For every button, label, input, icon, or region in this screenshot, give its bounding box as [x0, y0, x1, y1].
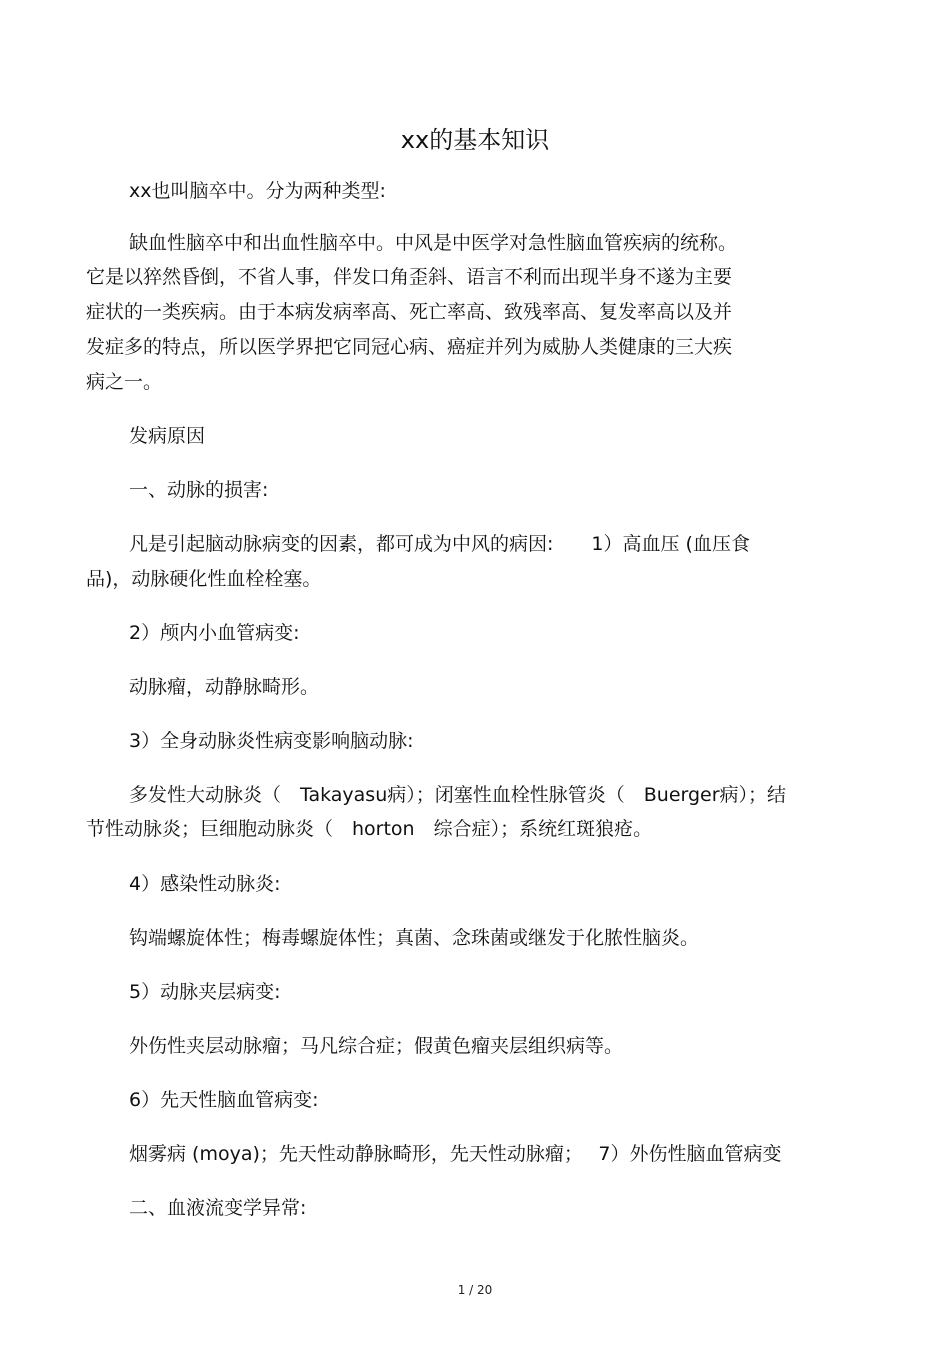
text-line: 钩端螺旋体性；梅毒螺旋体性；真菌、念珠菌或继发于化脓性脑炎。 [129, 927, 700, 949]
text-line: 多发性大动脉炎（ Takayasu病）；闭塞性血栓性脉管炎（ Buerger病）；结 [129, 784, 787, 806]
subsection-heading: 5）动脉夹层病变: [129, 981, 281, 1003]
subsection-heading: 2）颅内小血管病变: [129, 622, 300, 644]
section-heading: 一、动脉的损害: [129, 479, 269, 501]
text-line: 品)，动脉硬化性血栓栓塞。 [86, 568, 322, 590]
text-line: 节性动脉炎；巨细胞动脉炎（ horton 综合症）；系统红斑狼疮。 [86, 818, 653, 840]
subsection-heading: 3）全身动脉炎性病变影响脑动脉: [129, 730, 414, 752]
text-line: 它是以猝然昏倒，不省人事，伴发口角歪斜、语言不利而出现半身不遂为主要 [86, 266, 733, 288]
page-number: 1 / 20 [457, 1283, 493, 1297]
text-line: 动脉瘤，动静脉畸形。 [129, 676, 320, 698]
text-line: 外伤性夹层动脉瘤；马凡综合症；假黄色瘤夹层组织病等。 [129, 1035, 624, 1057]
section-heading: 发病原因 [129, 425, 206, 447]
subsection-heading: 4）感染性动脉炎: [129, 873, 281, 895]
document-title: xx的基本知识 [400, 126, 550, 154]
text-line: 缺血性脑卒中和出血性脑卒中。中风是中医学对急性脑血管疾病的统称。 [129, 232, 738, 254]
text-line: 发症多的特点，所以医学界把它同冠心病、癌症并列为威胁人类健康的三大疾 [86, 336, 733, 358]
text-line: 症状的一类疾病。由于本病发病率高、死亡率高、致残率高、复发率高以及并 [86, 301, 733, 323]
subsection-heading: 6）先天性脑血管病变: [129, 1089, 319, 1111]
text-line: 凡是引起脑动脉病变的因素，都可成为中风的病因: 1）高血压 (血压食 [129, 533, 750, 555]
text-line: 烟雾病 (moya)；先天性动静脉畸形，先天性动脉瘤； 7）外伤性脑血管病变 [129, 1143, 782, 1165]
text-line: 病之一。 [86, 371, 163, 393]
section-heading: 二、血液流变学异常: [129, 1197, 307, 1219]
text-line: xx也叫脑卒中。分为两种类型: [129, 180, 386, 202]
